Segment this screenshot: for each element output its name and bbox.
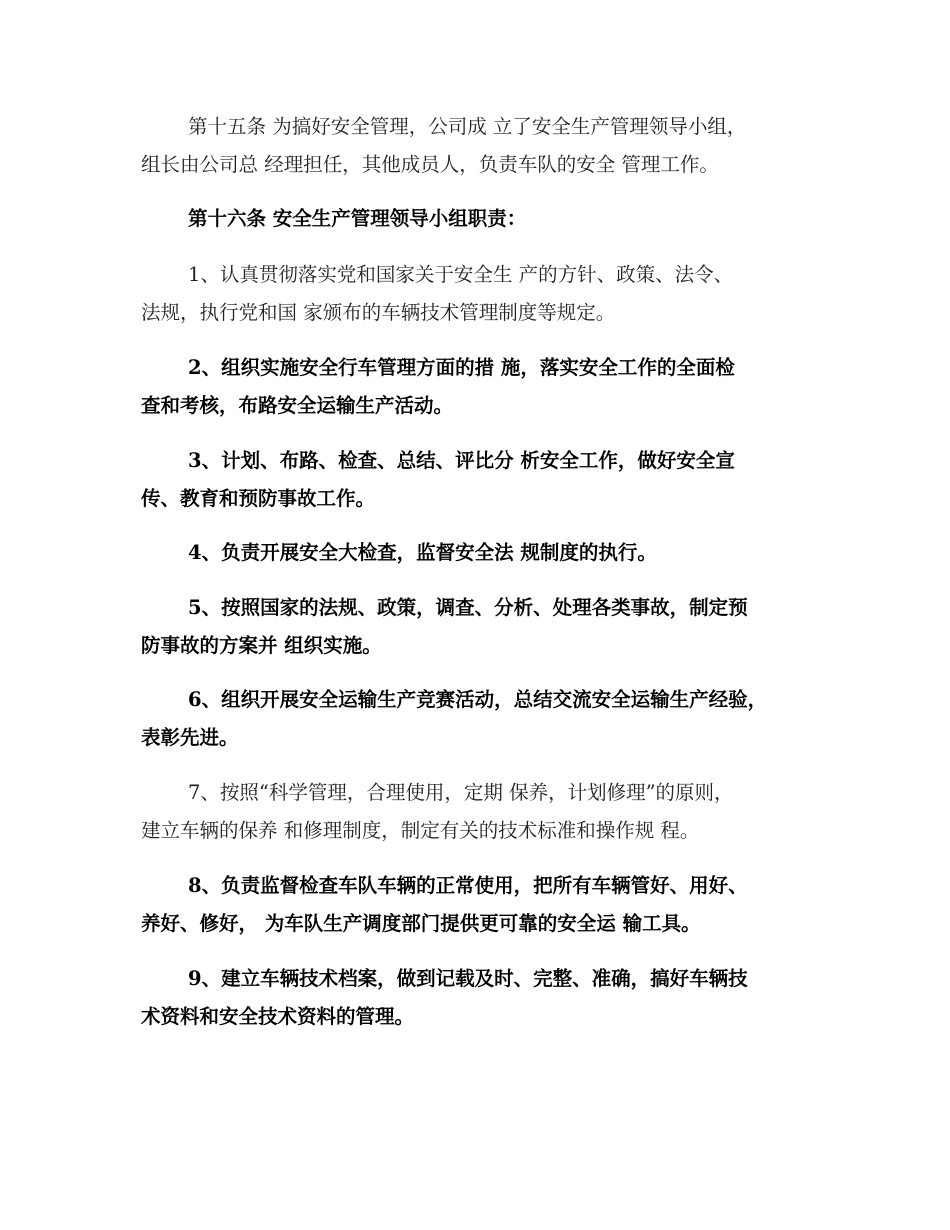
duty-item-9 (141, 960, 821, 1036)
paragraph-line: 5、按照国家的法规、政策，调查、分析、处理各类事故，制定预 (188, 596, 748, 619)
paragraph-line: 表彰先进。 (141, 726, 239, 749)
paragraph-line: 4、负责开展安全大检查，监督安全法 规制度的执行。 (188, 541, 657, 564)
paragraph-line: 8、负责监督检查车队车辆的正常使用，把所有车辆管好、用好、 (188, 874, 748, 897)
duty-item-7 (141, 774, 821, 850)
article-16-heading (141, 200, 821, 238)
duty-item-8 (141, 867, 821, 943)
duty-item-2 (141, 349, 821, 425)
paragraph-line: 术资料和安全技术资料的管理。 (141, 1005, 415, 1028)
paragraph-line: 法规，执行党和国 家颁布的车辆技术管理制度等规定。 (141, 301, 616, 324)
duty-item-6 (141, 681, 821, 757)
paragraph-line: 7、按照“科学管理，合理使用，定期 保养，计划修理”的原则， (188, 781, 734, 804)
paragraph-line: 6、组织开展安全运输生产竞赛活动，总结交流安全运输生产经验， (188, 688, 768, 711)
paragraph-line: 建立车辆的保养 和修理制度，制定有关的技术标准和操作规 程。 (141, 819, 700, 842)
duty-item-4 (141, 534, 821, 572)
paragraph-line: 第十五条 为搞好安全管理，公司成 立了安全生产管理领导小组， (188, 115, 747, 138)
paragraph-line: 防事故的方案并 组织实施。 (141, 634, 382, 657)
paragraph-line: 3、计划、布路、检查、总结、评比分 析安全工作，做好安全宣 (188, 449, 735, 472)
duty-item-3 (141, 442, 821, 518)
paragraph-line: 养好、修好， 为车队生产调度部门提供更可靠的安全运 输工具。 (141, 912, 701, 935)
paragraph-line: 1、认真贯彻落实党和国家关于安全生 产的方针、政策、法令、 (188, 263, 734, 286)
paragraph-line: 组长由公司总 经理担任，其他成员人，负责车队的安全 管理工作。 (141, 153, 719, 176)
paragraph-line: 9、建立车辆技术档案，做到记载及时、完整、准确，搞好车辆技 (188, 967, 748, 990)
duty-item-5 (141, 589, 821, 665)
paragraph-line: 2、组织实施安全行车管理方面的措 施，落实安全工作的全面检 (188, 356, 735, 379)
paragraph-line: 查和考核，布路安全运输生产活动。 (141, 394, 454, 417)
paragraph-line: 传、教育和预防事故工作。 (141, 487, 376, 510)
duty-item-1 (141, 256, 821, 332)
article-15-paragraph (141, 108, 821, 184)
paragraph-line: 第十六条 安全生产管理领导小组职责： (188, 207, 527, 230)
